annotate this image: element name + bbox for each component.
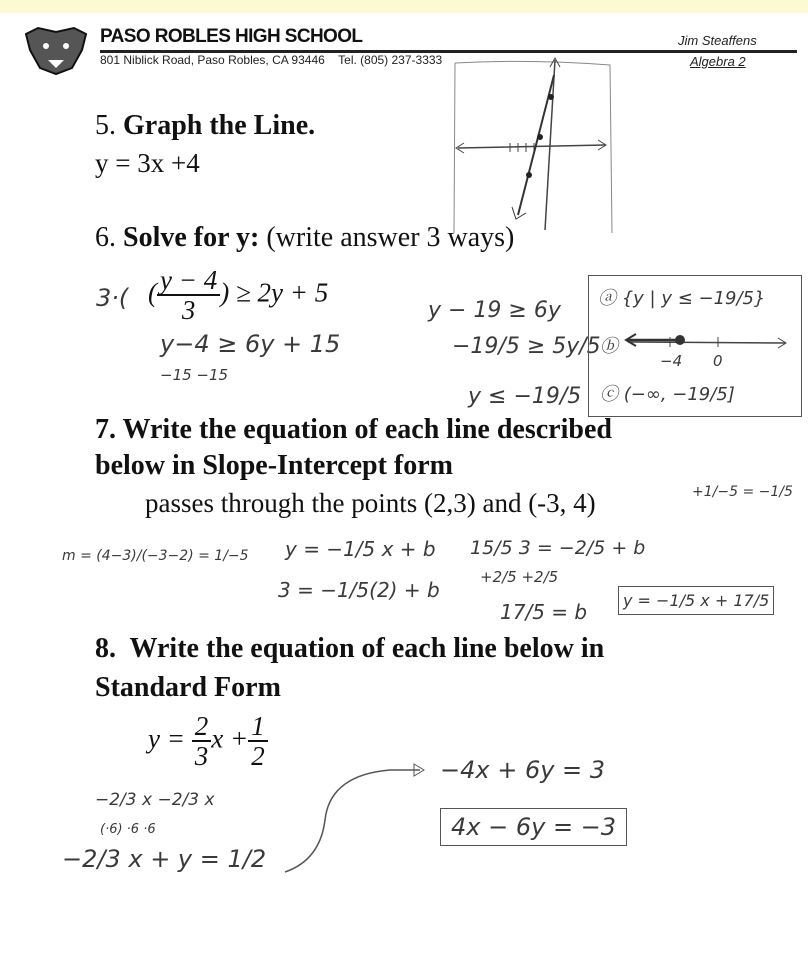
q6-work: −19/5 ≥ 5y/5 [452, 334, 601, 359]
slope-num: 2 [192, 712, 212, 742]
q5-number: 5. [95, 110, 116, 141]
q7-heading [95, 414, 612, 446]
q7-work: m = (4−3)/(−3−2) = 1/−5 [62, 548, 249, 564]
q6-answer-set: ⓐ {y | y ≤ −19/5} [598, 288, 766, 309]
arrow-icon [280, 760, 440, 880]
eq-x: x + [211, 723, 249, 754]
q8-heading [95, 633, 604, 665]
q8-answer-box: 4x − 6y = −3 [440, 808, 627, 846]
slope-den: 3 [194, 741, 209, 772]
q5-equation: y = 3x +4 [95, 148, 200, 178]
q6-work: −15 −15 [160, 366, 229, 384]
q7-number: 7. [95, 414, 116, 445]
q6-problem: ( $\frac{y - 4}{3}$ ) ≥ 2y + 5 [148, 265, 329, 326]
q7-work: 15/5 3 = −2/5 + b [470, 537, 646, 559]
q7-title-line2: below in Slope-Intercept form [95, 450, 453, 481]
q6-title: Solve for y: [123, 222, 260, 253]
q6-number-line [620, 328, 790, 358]
numberline-tick-neg4: −4 [660, 352, 683, 370]
q6-answer-numberline-label: ⓑ [600, 336, 618, 357]
course-name: Algebra 2 [690, 54, 746, 69]
q6-numerator: y − 4 [157, 266, 220, 296]
q6-work: 3·( [96, 284, 129, 312]
q7-prompt: passes through the points (2,3) and (-3, 4) [145, 488, 596, 518]
q8-number: 8. [95, 633, 116, 664]
teacher-name: Jim Steaffens [678, 33, 757, 48]
q8-title-line2: Standard Form [95, 672, 281, 703]
q6-work: y − 19 ≥ 6y [428, 298, 561, 323]
school-name: PASO ROBLES HIGH SCHOOL [100, 26, 363, 47]
phone: Tel. (805) 237-3333 [338, 53, 443, 67]
q7-work: y = −1/5 x + b [285, 537, 436, 561]
q7-title: Write the equation of each line described [122, 414, 612, 445]
q7-work: +2/5 +2/5 [480, 568, 559, 586]
q8-work: −2/3 x −2/3 x [95, 790, 215, 810]
scan-edge [0, 0, 808, 13]
wildcat-logo-icon [20, 24, 92, 76]
q8-work: (·6) ·6 ·6 [100, 822, 156, 837]
q8-title: Write the equation of each line below in [129, 633, 605, 664]
q7-work: 3 = −1/5(2) + b [278, 578, 440, 602]
q8-work: −2/3 x + y = 1/2 [62, 845, 267, 873]
q5-title: Graph the Line. [123, 110, 316, 141]
q5-heading [95, 110, 315, 142]
address: 801 Niblick Road, Paso Robles, CA 93446 [100, 53, 325, 67]
q6-answer-interval: ⓒ (−∞, −19/5] [600, 384, 735, 405]
q8-equation [148, 712, 268, 771]
q7-work: 17/5 = b [500, 600, 588, 624]
q6-denominator: 3 [181, 295, 196, 326]
numberline-tick-zero: 0 [713, 352, 723, 370]
hand-drawn-graph [450, 55, 620, 235]
q6-work: y ≤ −19/5 [468, 384, 582, 409]
q7-work: +1/−5 = −1/5 [692, 484, 793, 500]
school-address [100, 53, 442, 67]
intercept-den: 2 [251, 741, 265, 772]
q6-heading [95, 222, 514, 254]
intercept-num: 1 [248, 712, 268, 742]
eq-y: y = [148, 723, 185, 754]
q6-number: 6. [95, 222, 116, 253]
q8-intermediate: −4x + 6y = 3 [440, 756, 606, 784]
q6-rhs: ≥ 2y + 5 [235, 277, 329, 308]
q7-answer-box: y = −1/5 x + 17/5 [618, 586, 774, 615]
q6-work: y−4 ≥ 6y + 15 [160, 330, 341, 358]
q6-note: (write answer 3 ways) [266, 222, 515, 253]
